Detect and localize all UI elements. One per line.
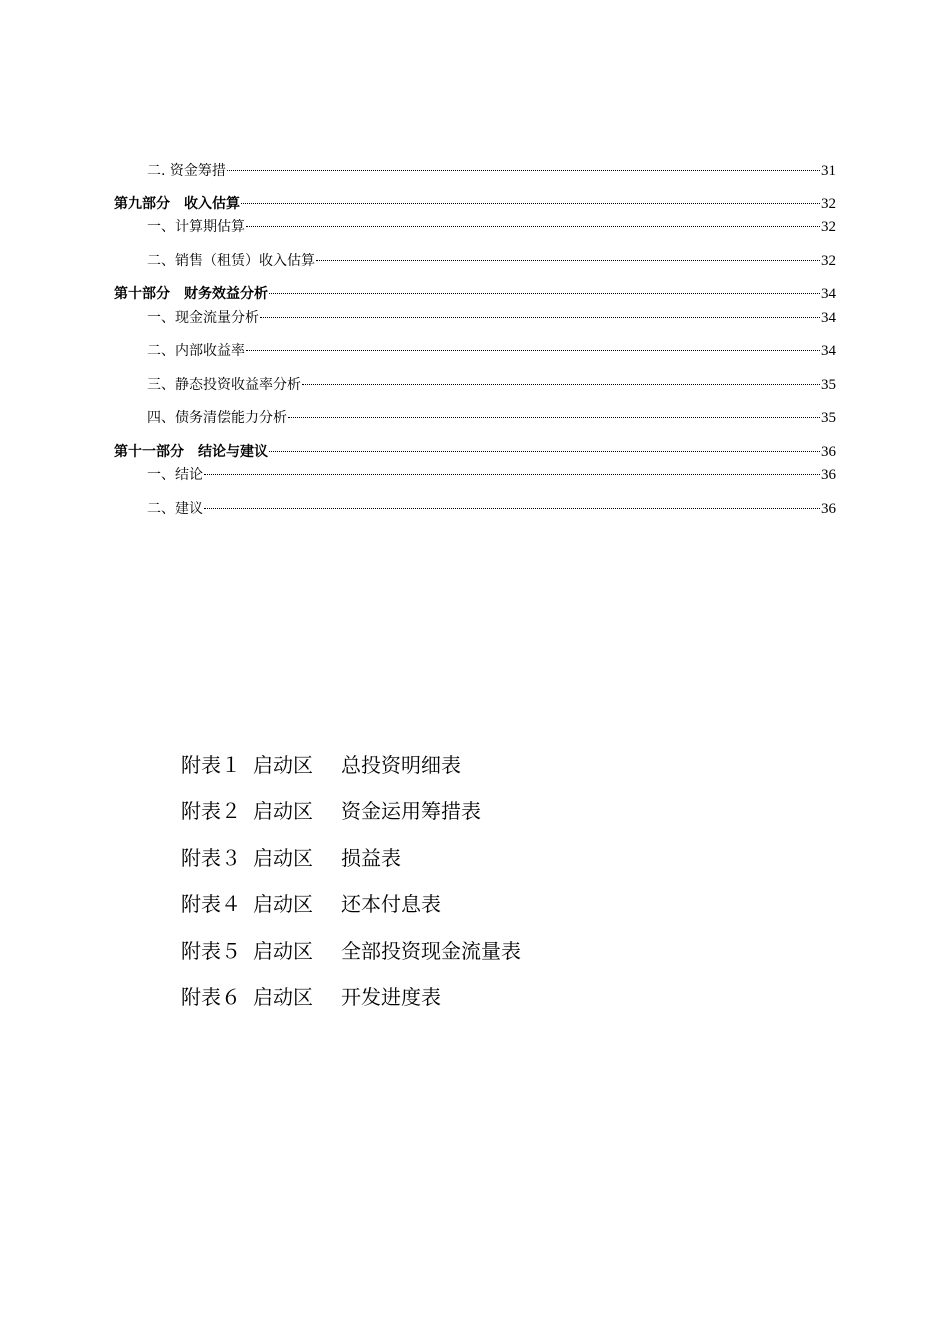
toc-entry-page: 31 bbox=[821, 163, 836, 179]
appendix-number: 附表６ bbox=[181, 985, 241, 1009]
toc-entry-label: 一、现金流量分析 bbox=[147, 310, 259, 326]
toc-leader bbox=[260, 317, 820, 318]
appendix-number: 附表４ bbox=[181, 892, 241, 916]
toc-entry-page: 32 bbox=[821, 219, 836, 235]
toc-chapter[interactable] bbox=[0, 442, 950, 462]
toc-leader bbox=[204, 508, 820, 509]
toc-entry-page: 36 bbox=[821, 467, 836, 483]
toc-entry[interactable] bbox=[0, 499, 950, 519]
toc-chapter-label: 第十部分 财务效益分析 bbox=[114, 286, 268, 302]
toc-chapter-label: 第十一部分 结论与建议 bbox=[114, 444, 268, 460]
appendix-title: 全部投资现金流量表 bbox=[341, 939, 521, 963]
appendix-area: 启动区 bbox=[253, 892, 313, 916]
appendix-item bbox=[181, 889, 441, 919]
toc-entry[interactable] bbox=[0, 251, 950, 271]
appendix-item bbox=[181, 750, 461, 780]
toc-entry-page: 32 bbox=[821, 253, 836, 269]
toc-chapter-page: 34 bbox=[821, 286, 836, 302]
toc-leader bbox=[269, 293, 820, 294]
toc-leader bbox=[269, 451, 820, 452]
appendix-area: 启动区 bbox=[253, 753, 313, 777]
toc-leader bbox=[227, 170, 820, 171]
toc-leader bbox=[204, 474, 820, 475]
toc-entry-page: 34 bbox=[821, 343, 836, 359]
toc-chapter-page: 32 bbox=[821, 196, 836, 212]
toc-entry-label: 二、建议 bbox=[147, 501, 203, 517]
toc-entry-label: 二、内部收益率 bbox=[147, 343, 245, 359]
toc-entry[interactable] bbox=[0, 341, 950, 361]
toc-chapter[interactable] bbox=[0, 284, 950, 304]
toc-entry[interactable] bbox=[0, 408, 950, 428]
appendix-title: 总投资明细表 bbox=[341, 753, 461, 777]
toc-leader bbox=[241, 203, 820, 204]
toc-entry-page: 35 bbox=[821, 410, 836, 426]
appendix-number: 附表２ bbox=[181, 799, 241, 823]
appendix-number: 附表１ bbox=[181, 753, 241, 777]
toc-entry-label: 一、计算期估算 bbox=[147, 219, 245, 235]
toc-entry-page: 36 bbox=[821, 501, 836, 517]
appendix-area: 启动区 bbox=[253, 799, 313, 823]
toc-entry[interactable] bbox=[0, 465, 950, 485]
toc-leader bbox=[316, 260, 820, 261]
toc-entry-label: 二. 资金筹措 bbox=[147, 163, 226, 179]
appendix-item bbox=[181, 843, 401, 873]
appendix-area: 启动区 bbox=[253, 985, 313, 1009]
toc-chapter-page: 36 bbox=[821, 444, 836, 460]
toc-leader bbox=[246, 350, 820, 351]
appendix-number: 附表５ bbox=[181, 939, 241, 963]
toc-leader bbox=[246, 226, 820, 227]
appendix-title: 开发进度表 bbox=[341, 985, 441, 1009]
toc-entry[interactable] bbox=[0, 217, 950, 237]
appendix-item bbox=[181, 936, 521, 966]
toc-entry-label: 四、债务清偿能力分析 bbox=[147, 410, 287, 426]
appendix-number: 附表３ bbox=[181, 846, 241, 870]
toc-entry[interactable] bbox=[0, 161, 950, 181]
appendix-area: 启动区 bbox=[253, 939, 313, 963]
appendix-title: 资金运用筹措表 bbox=[341, 799, 481, 823]
toc-entry-label: 一、结论 bbox=[147, 467, 203, 483]
toc-entry-page: 35 bbox=[821, 377, 836, 393]
toc-chapter[interactable] bbox=[0, 194, 950, 214]
appendix-area: 启动区 bbox=[253, 846, 313, 870]
toc-leader bbox=[288, 417, 820, 418]
toc-entry-page: 34 bbox=[821, 310, 836, 326]
toc-chapter-label: 第九部分 收入估算 bbox=[114, 196, 240, 212]
toc-entry-label: 三、静态投资收益率分析 bbox=[147, 377, 301, 393]
appendix-item bbox=[181, 982, 441, 1012]
toc-leader bbox=[302, 384, 820, 385]
toc-entry[interactable] bbox=[0, 375, 950, 395]
appendix-item bbox=[181, 796, 481, 826]
toc-entry-label: 二、销售（租赁）收入估算 bbox=[147, 253, 315, 269]
appendix-title: 还本付息表 bbox=[341, 892, 441, 916]
appendix-title: 损益表 bbox=[341, 846, 401, 870]
toc-entry[interactable] bbox=[0, 308, 950, 328]
